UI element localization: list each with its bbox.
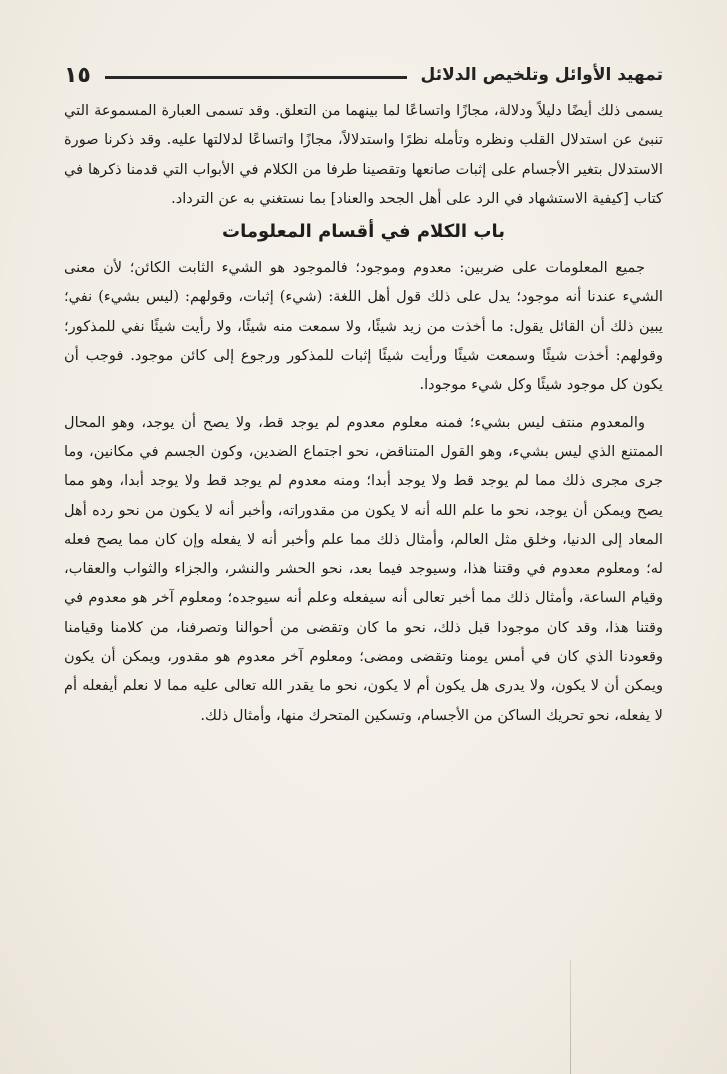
running-title: تمهيد الأوائل وتلخيص الدلائل	[420, 65, 663, 85]
chapter-heading: باب الكلام في أقسام المعلومات	[222, 221, 505, 243]
body-text	[64, 96, 663, 730]
page-number: ١٥	[64, 62, 91, 88]
paragraph: جميع المعلومات على ضربين: معدوم وموجود؛ فالموجود هو الشيء الثابت الكائن؛ لأن معنى الشيء عندنا أنه موجود؛ يدل على ذلك قول أهل اللغة: (شيء) إثبات، وقولهم: (ليس بشيء) نفي؛ يبين ذلك أن القائل يقول: ما أخذت من زيد شيئًا، ولا سمعت منه شيئًا، ولا رأيت شيئًا نفي للمذكور؛ وقولهم: أخذت شيئًا وسمعت شيئًا ورأيت شيئًا إثبات للمذكور ورجوع إلى كائن موجود. فوجب أن يكون كل موجود شيئًا وكل شيء موجودا.	[64, 259, 663, 394]
paragraph: والمعدوم منتف ليس بشيء؛ فمنه معلوم معدوم لم يوجد قط، ولا يصح أن يوجد، وهو المحال الممتنع الذي ليس بشيء، وهو القول المتناقض، نحو اجتماع الضدين، وكون الجسم في مكانين، وما جرى مجرى ذلك مما لم يوجد قط ولا يوجد أبدا؛ ومنه معدوم لم يوجد قط ولا يوجد أبدا، وهو مما يصح ويمكن أن يوجد، نحو ما علم الله أنه لا يكون من مقدوراته، وأخبر أنه لا يكون من نحو رده أهل المعاد إلى الدنيا، وخلق مثل العالم، وأمثال ذلك مما علم وأخبر أنه لا يفعله وإن كان مما يصح فعله له؛ ومعلوم معدوم في وقتنا هذا، وسيوجد فيما بعد، نحو الحشر والنشر، والجزاء والثواب والعقاب، وقيام الساعة، وأمثال ذلك مما أخبر تعالى أنه سيفعله وعلم أنه سيوجده؛ ومعلوم آخر هو معدوم في وقتنا هذا، وقد كان موجودا قبل ذلك، نحو ما كان وتقضى من أحوالنا وتصرفنا، من كلامنا وقيامنا وقعودنا الذي كان في أمس يومنا وتقضى ومضى؛ ومعلوم آخر معدوم هو مقدور، ويمكن أن يكون ويمكن أن لا يكون، ولا يدرى هل يكون أم لا يكون، نحو ما يقدر الله تعالى عليه مما لا نعلم أيفعله أم لا يفعله، نحو تحريك الساكن من الأجسام، وتسكين المتحرك منها، وأمثال ذلك.	[64, 413, 663, 724]
binding-gutter	[570, 960, 571, 1074]
paragraph: يسمى ذلك أيضًا دليلاً ودلالة، مجازًا واتساعًا لما بينهما من التعلق. وقد تسمى العبارة المسموعة التي تنبئ عن استدلال القلب ونظره وتأمله نظرًا واستدلالاً، مجازًا واتساعًا لدلالتها عليه. وقد ذكرنا صورة الاستدلال بتغير الأجسام على إثبات صانعها وتقصينا طرفا من الكلام في الأبواب التي قدمنا ذكرها في كتاب [كيفية الاستشهاد في الرد على أهل الجحد والعناد] بما نستغني به عن الترداد.	[64, 102, 663, 207]
header-rule	[105, 76, 407, 79]
page-header	[64, 58, 663, 92]
